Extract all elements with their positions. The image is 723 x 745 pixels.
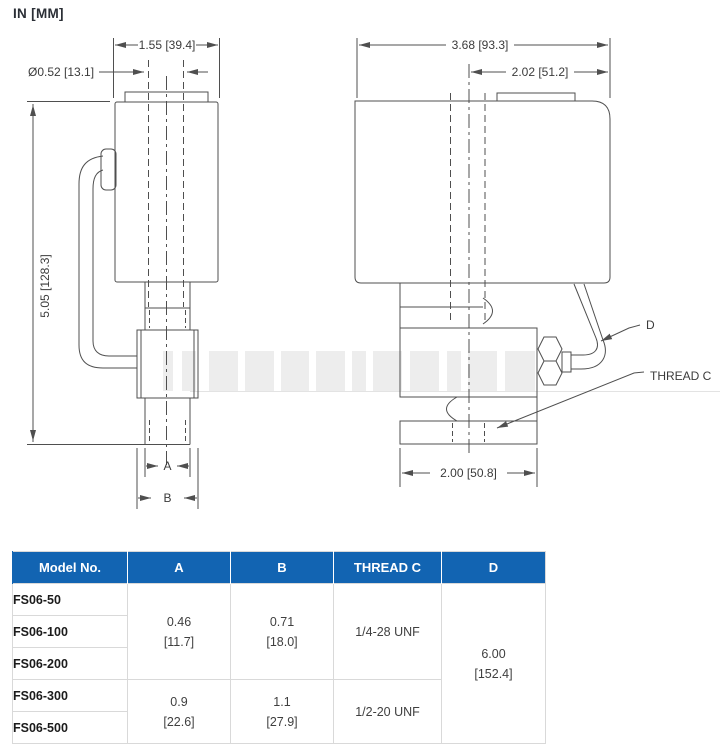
d-value-mm: [152.4] — [474, 666, 513, 681]
dim-a-label: A — [163, 459, 172, 473]
d-value-cell — [442, 584, 546, 744]
leader-thread-c — [497, 372, 644, 428]
a-value-mm: [22.6] — [163, 714, 195, 729]
a-value-in: 0.9 — [170, 694, 188, 709]
header-b: B — [231, 552, 334, 584]
table-row — [13, 584, 546, 616]
b-value-mm: [18.0] — [266, 634, 298, 649]
a-value-cell — [128, 584, 231, 680]
dim-front-width-label: 1.55 [39.4] — [138, 38, 196, 52]
side-sbeam-block — [400, 328, 537, 397]
label-thread-c: THREAD C — [650, 369, 712, 383]
side-view-dimensions — [357, 38, 644, 487]
model-cell: FS06-200 — [13, 648, 128, 680]
side-cable — [571, 284, 597, 355]
dim-side-width-label: 3.68 [93.3] — [451, 38, 509, 52]
dim-front-hole-label: Ø0.52 [13.1] — [28, 65, 95, 79]
table-header-row — [13, 552, 546, 584]
dim-side-offset-label: 2.02 [51.2] — [511, 65, 569, 79]
dimension-table — [12, 551, 546, 744]
thread-c-cell: 1/2-20 UNF — [334, 680, 442, 744]
header-model: Model No. — [13, 552, 128, 584]
side-body — [355, 101, 610, 283]
model-cell: FS06-100 — [13, 616, 128, 648]
leader-d — [601, 325, 640, 341]
front-cable — [79, 156, 137, 368]
front-sbeam-block — [137, 330, 198, 398]
side-cable — [571, 284, 605, 369]
dim-b-label: B — [163, 491, 172, 505]
front-view — [79, 60, 218, 466]
front-view-dimensions — [27, 38, 220, 509]
header-d: D — [442, 552, 546, 584]
a-value-mm: [11.7] — [163, 634, 195, 649]
header-a: A — [128, 552, 231, 584]
d-value-in: 6.00 — [481, 646, 506, 661]
a-value-in: 0.46 — [166, 614, 192, 629]
side-hex-nut — [538, 361, 562, 385]
front-cable-connector — [101, 149, 116, 190]
b-value-cell — [231, 584, 334, 680]
header-thread-c: THREAD C — [334, 552, 442, 584]
drawing-labels — [28, 38, 712, 505]
label-d: D — [646, 318, 655, 332]
b-value-mm: [27.9] — [266, 714, 298, 729]
model-cell: FS06-50 — [13, 584, 128, 616]
dim-front-height-label: 5.05 [128.3] — [38, 254, 52, 318]
units-label: IN [MM] — [13, 6, 64, 21]
side-hex-nut — [538, 337, 562, 361]
dim-side-base-label: 2.00 [50.8] — [440, 466, 497, 480]
b-value-in: 1.1 — [273, 694, 291, 709]
side-top-tab — [497, 93, 575, 101]
model-cell: FS06-300 — [13, 680, 128, 712]
thread-c-cell: 1/4-28 UNF — [334, 584, 442, 680]
b-value-cell — [231, 680, 334, 744]
model-cell: FS06-500 — [13, 712, 128, 744]
b-value-in: 0.71 — [269, 614, 295, 629]
a-value-cell — [128, 680, 231, 744]
